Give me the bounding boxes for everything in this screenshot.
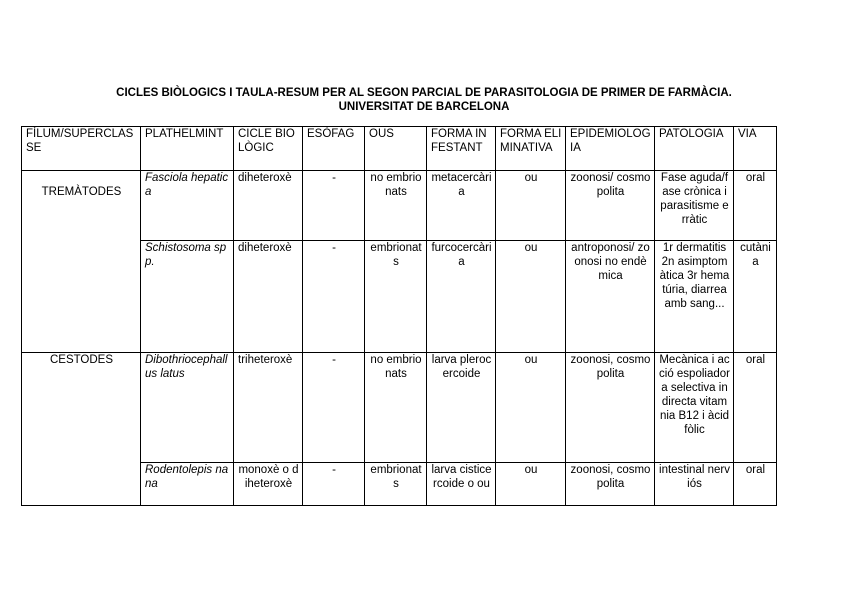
cell-forma-infestant: furcocercària [427,241,496,353]
cell-epidemiologia: antroponosi/ zoonosi no endèmica [566,241,655,353]
cell-via: cutània [734,241,777,353]
cell-ous: embrionats [365,463,427,506]
cell-forma-infestant: larva cisticercoide o ou [427,463,496,506]
header-patologia: PATOLOGIA [655,127,734,171]
cell-epidemiologia: zoonosi, cosmopolita [566,463,655,506]
group-label: TREMÀTODES [41,186,122,198]
cell-forma-eliminativa: ou [496,171,566,241]
cell-ous: no embrionats [365,171,427,241]
cell-plathelmint: Rodentolepis nana [141,463,234,506]
title-line-1: CICLES BIÒLOGICS I TAULA-RESUM PER AL SEGON PARCIAL DE PARASITOLOGIA DE PRIMER DE FARMÀCIA. [116,87,732,99]
header-ous: OUS [365,127,427,171]
table-row [22,353,777,463]
header-esofag: ESÒFAG [303,127,365,171]
header-plathelmint: PLATHELMINT [141,127,234,171]
cell-forma-infestant: metacercària [427,171,496,241]
header-forma-infestant: FORMA INFESTANT [427,127,496,171]
cell-patologia: 1r dermatitis 2n asimptomàtica 3r hematúria, diarrea amb sang... [655,241,734,353]
cell-forma-eliminativa: ou [496,353,566,463]
cell-forma-eliminativa: ou [496,241,566,353]
cell-patologia: Fase aguda/fase crònica i parasitisme erràtic [655,171,734,241]
document-title [0,86,848,114]
cell-patologia: Mecànica i acció espoliadora selectiva indirecta vitamnia B12 i àcid fòlic [655,353,734,463]
cell-esofag: - [303,463,365,506]
cell-plathelmint: Dibothriocephallus latus [141,353,234,463]
cell-cicle: diheteroxè [234,171,303,241]
cell-ous: no embrionats [365,353,427,463]
cell-cicle: monoxè o diheteroxè [234,463,303,506]
table-row [22,171,777,241]
header-forma-eliminativa: FORMA ELIMINATIVA [496,127,566,171]
header-via: VIA [734,127,777,171]
summary-table [21,126,777,506]
cell-forma-eliminativa: ou [496,463,566,506]
cell-patologia: intestinal nerviós [655,463,734,506]
cell-cicle: diheteroxè [234,241,303,353]
cell-via: oral [734,353,777,463]
cell-via: oral [734,463,777,506]
title-line-2: UNIVERSITAT DE BARCELONA [338,101,510,113]
group-cell [22,353,141,506]
header-epidemiologia: EPIDEMIOLOGIA [566,127,655,171]
cell-esofag: - [303,241,365,353]
cell-forma-infestant: larva plerocercoide [427,353,496,463]
cell-plathelmint: Schistosoma spp. [141,241,234,353]
group-cell [22,171,141,353]
cell-ous: embrionats [365,241,427,353]
cell-plathelmint: Fasciola hepatica [141,171,234,241]
cell-cicle: triheteroxè [234,353,303,463]
cell-esofag: - [303,171,365,241]
group-label: CESTODES [49,354,114,366]
cell-via: oral [734,171,777,241]
cell-epidemiologia: zoonosi, cosmopolita [566,353,655,463]
header-row [22,127,777,171]
header-filum: FÍLUM/SUPERCLASSE [22,127,141,171]
cell-epidemiologia: zoonosi/ cosmopolita [566,171,655,241]
header-cicle: CICLE BIOLÒGIC [234,127,303,171]
cell-esofag: - [303,353,365,463]
